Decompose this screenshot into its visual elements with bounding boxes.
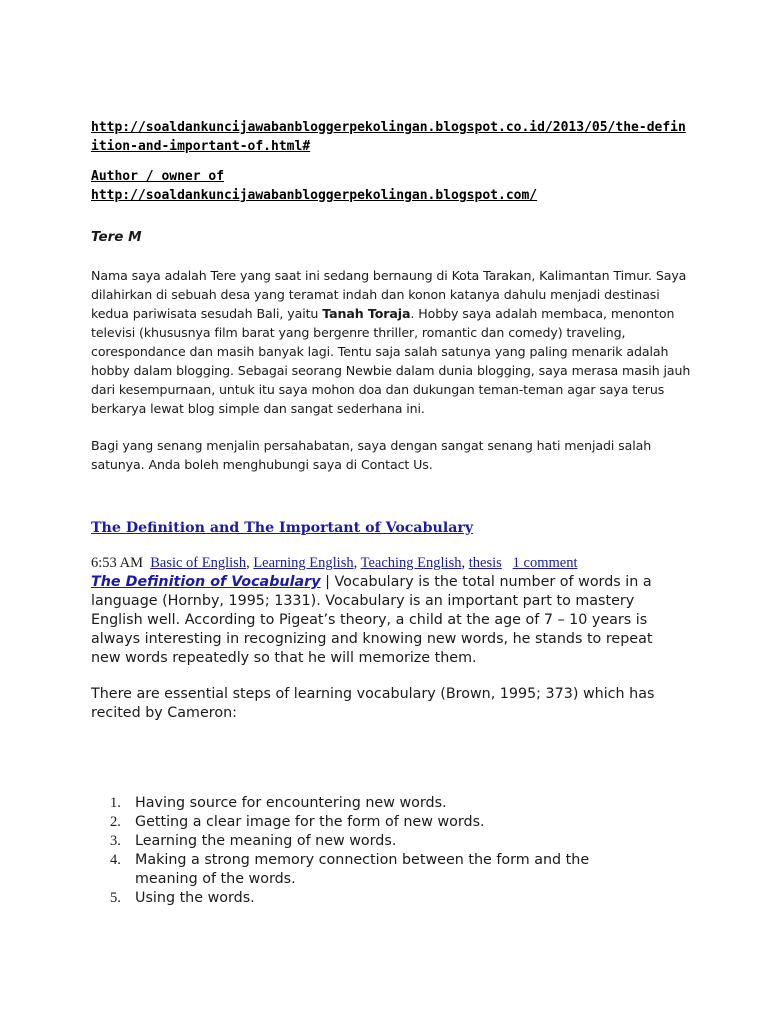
document-page [91,118,691,723]
steps-intro: There are essential steps of learning vocabulary (Brown, 1995; 373) which has recited by Cameron: [91,686,655,721]
list-text: Having source for encountering new words. [135,795,447,811]
list-number: 1. [110,795,121,811]
list-text: Making a strong memory connection between the form and the meaning of the words. [135,852,590,887]
bio-text: Nama saya adalah Tere yang saat ini sedang bernaung di Kota Tarakan, Kalimantan Timur. Saya dilahirkan di sebuah desa yang teramat indah dan konon katanya dahulu menjadi destinasi kedua pariwisata sesudah Bali, yaitu [91,268,687,321]
author-name: Tere M [91,229,142,245]
bio-highlight: Tanah Toraja [322,306,411,321]
list-number: 3. [110,833,121,849]
source-block [91,118,691,205]
bio-paragraph: Bagi yang senang menjalin persahabatan, saya dengan sangat senang hati menjadi salah satunya. Anda boleh menghubungi saya di Contact Us. [91,438,652,472]
label-link-learning-english[interactable]: Learning English [253,555,354,571]
list-item [110,851,630,889]
list-item [110,889,630,908]
definition-link[interactable]: The Definition of Vocabulary [91,574,321,590]
source-url-link[interactable]: http://soaldankuncijawabanbloggerpekolingan.blogspot.co.id/2013/05/the-definition-and-important-of.html# [91,120,686,154]
bio-paragraph [91,266,691,418]
list-item [110,832,630,851]
list-text: Using the words. [135,890,255,906]
definition-text: | Vocabulary is the total number of words in a language (Hornby, 1995; 1331). Vocabulary is an important part to mastery English well. According to Pigeat’s theory, a child at the age of 7 – 10 years is always interesting in recognizing and knowing new words, he stands to repeat new words repeatedly so that he will memorize them. [91,574,653,666]
definition-paragraph [91,573,683,668]
author-url-link[interactable]: http://soaldankuncijawabanbloggerpekolingan.blogspot.com/ [91,188,538,203]
list-text: Learning the meaning of new words. [135,833,397,849]
label-link-basic-of-english[interactable]: Basic of English [150,555,247,571]
bio-text: . Hobby saya adalah membaca, menonton televisi (khususnya film barat yang bergenre thriller, romantic dan comedy) traveling, corespondance dan masih banyak lagi. Tentu saja salah satunya yang paling menarik adalah hobby dalam blogging. Sebagai seorang Newbie dalam dunia blogging, saya merasa masih jauh dari kesempurnaan, untuk itu saya mohon doa dan dukungan teman-teman agar saya terus berkarya lewat blog simple dan sangat sederhana ini. [91,306,691,416]
label-link-thesis[interactable]: thesis [468,555,502,571]
list-text: Getting a clear image for the form of new words. [135,814,485,830]
post-title-link[interactable]: The Definition and The Important of Vocabulary [91,520,474,536]
list-item [110,813,630,832]
list-number: 4. [110,852,121,868]
post-meta: 6:53 AM Basic of English, Learning English, Teaching English, thesis 1 comment [91,555,578,571]
post-time: 6:53 AM [91,555,143,571]
label-link-teaching-english[interactable]: Teaching English [360,555,462,571]
list-number: 2. [110,814,121,830]
author-label: Author / owner of [91,169,225,184]
comments-link[interactable]: 1 comment [512,555,578,571]
list-item [110,794,630,813]
list-number: 5. [110,890,121,906]
steps-list [110,794,630,908]
post-body [91,573,683,723]
author-bio [91,266,691,474]
